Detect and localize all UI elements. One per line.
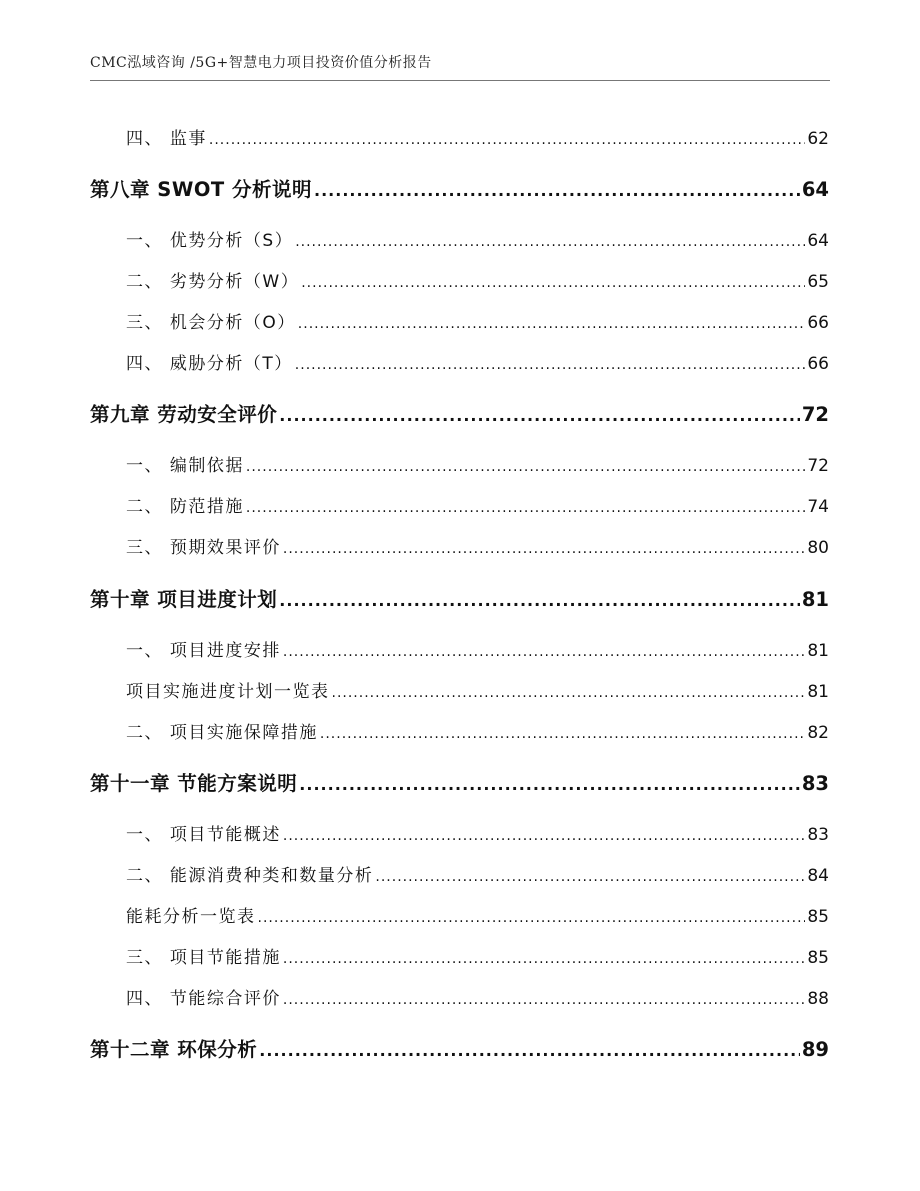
dot-leader	[283, 828, 805, 844]
toc-chapter-page: 72	[801, 403, 829, 426]
toc-entry-page: 84	[807, 866, 829, 886]
toc-chapter-entry[interactable]	[90, 174, 829, 202]
toc-entry-title: 一、 项目节能概述	[126, 825, 281, 845]
toc-entry-title: 三、 机会分析（O）	[126, 313, 296, 333]
toc-chapter-title: 第十一章 节能方案说明	[90, 772, 298, 795]
toc-entry-page: 85	[807, 948, 829, 968]
dot-leader	[332, 685, 806, 701]
toc-chapter-page: 83	[801, 772, 829, 795]
dot-leader	[295, 234, 805, 250]
toc-chapter-page: 64	[801, 178, 829, 201]
toc-chapter-title: 第八章 SWOT 分析说明	[90, 178, 313, 201]
toc-entry[interactable]	[90, 492, 829, 517]
dot-leader	[283, 541, 805, 557]
toc-entry-title: 一、 项目进度安排	[126, 641, 281, 661]
toc-entry[interactable]	[90, 861, 829, 886]
dot-leader	[320, 726, 805, 742]
dot-leader	[279, 591, 800, 610]
toc-entry-title: 项目实施进度计划一览表	[126, 682, 330, 702]
dot-leader	[299, 775, 800, 794]
toc-entry-title: 四、 监事	[126, 129, 207, 149]
toc-chapter-entry[interactable]	[90, 399, 829, 427]
dot-leader	[209, 132, 805, 148]
dot-leader	[283, 992, 805, 1008]
toc-entry-title: 四、 威胁分析（T）	[126, 354, 293, 374]
dot-leader	[259, 1041, 800, 1060]
toc-chapter-page: 81	[801, 588, 829, 611]
toc-entry-title: 三、 项目节能措施	[126, 948, 281, 968]
toc-entry[interactable]	[90, 984, 829, 1009]
toc-entry[interactable]	[90, 124, 829, 149]
toc-entry[interactable]	[90, 902, 829, 927]
toc-entry-page: 66	[807, 313, 829, 333]
dot-leader	[246, 459, 805, 475]
toc-entry-title: 一、 编制依据	[126, 456, 244, 476]
toc-entry[interactable]	[90, 636, 829, 661]
toc-entry-title: 一、 优势分析（S）	[126, 231, 294, 251]
toc-entry-page: 85	[807, 907, 829, 927]
toc-entry-page: 74	[807, 497, 829, 517]
dot-leader	[295, 357, 806, 373]
toc-entry-title: 能耗分析一览表	[126, 907, 256, 927]
toc-chapter-page: 89	[801, 1038, 829, 1061]
toc-entry-title: 二、 防范措施	[126, 497, 244, 517]
toc-entry[interactable]	[90, 820, 829, 845]
dot-leader	[279, 406, 800, 425]
toc-chapter-title: 第十章 项目进度计划	[90, 588, 278, 611]
toc-entry-title: 二、 能源消费种类和数量分析	[126, 866, 374, 886]
toc-entry[interactable]	[90, 349, 829, 374]
dot-leader	[298, 316, 806, 332]
toc-entry-page: 82	[807, 723, 829, 743]
dot-leader	[283, 644, 805, 660]
dot-leader	[246, 500, 805, 516]
toc-chapter-entry[interactable]	[90, 584, 829, 612]
toc-chapter-entry[interactable]	[90, 1034, 829, 1062]
toc-entry[interactable]	[90, 226, 829, 251]
toc-entry[interactable]	[90, 943, 829, 968]
dot-leader	[283, 951, 805, 967]
dot-leader	[258, 910, 806, 926]
toc-entry-title: 二、 劣势分析（W）	[126, 272, 300, 292]
toc-entry-title: 三、 预期效果评价	[126, 538, 281, 558]
running-header: CMC泓域咨询 /5G+智慧电力项目投资价值分析报告	[90, 55, 432, 71]
toc-entry-page: 81	[807, 641, 829, 661]
toc-chapter-title: 第十二章 环保分析	[90, 1038, 258, 1061]
toc-entry-page: 64	[807, 231, 829, 251]
toc-entry-page: 81	[807, 682, 829, 702]
header-divider	[90, 80, 830, 81]
toc-entry-title: 二、 项目实施保障措施	[126, 723, 318, 743]
toc-entry-page: 72	[807, 456, 829, 476]
toc-entry-page: 88	[807, 989, 829, 1009]
toc-chapter-title: 第九章 劳动安全评价	[90, 403, 278, 426]
toc-entry[interactable]	[90, 718, 829, 743]
toc-entry-page: 80	[807, 538, 829, 558]
dot-leader	[375, 869, 805, 885]
toc-entry-page: 62	[807, 129, 829, 149]
toc-entry[interactable]	[90, 308, 829, 333]
toc-entry-page: 83	[807, 825, 829, 845]
dot-leader	[314, 181, 800, 200]
toc-chapter-entry[interactable]	[90, 768, 829, 796]
toc-entry-page: 66	[807, 354, 829, 374]
toc-entry-title: 四、 节能综合评价	[126, 989, 281, 1009]
toc-entry[interactable]	[90, 451, 829, 476]
toc-entry[interactable]	[90, 677, 829, 702]
dot-leader	[301, 275, 805, 291]
toc-entry[interactable]	[90, 267, 829, 292]
toc-entry[interactable]	[90, 533, 829, 558]
toc-entry-page: 65	[807, 272, 829, 292]
